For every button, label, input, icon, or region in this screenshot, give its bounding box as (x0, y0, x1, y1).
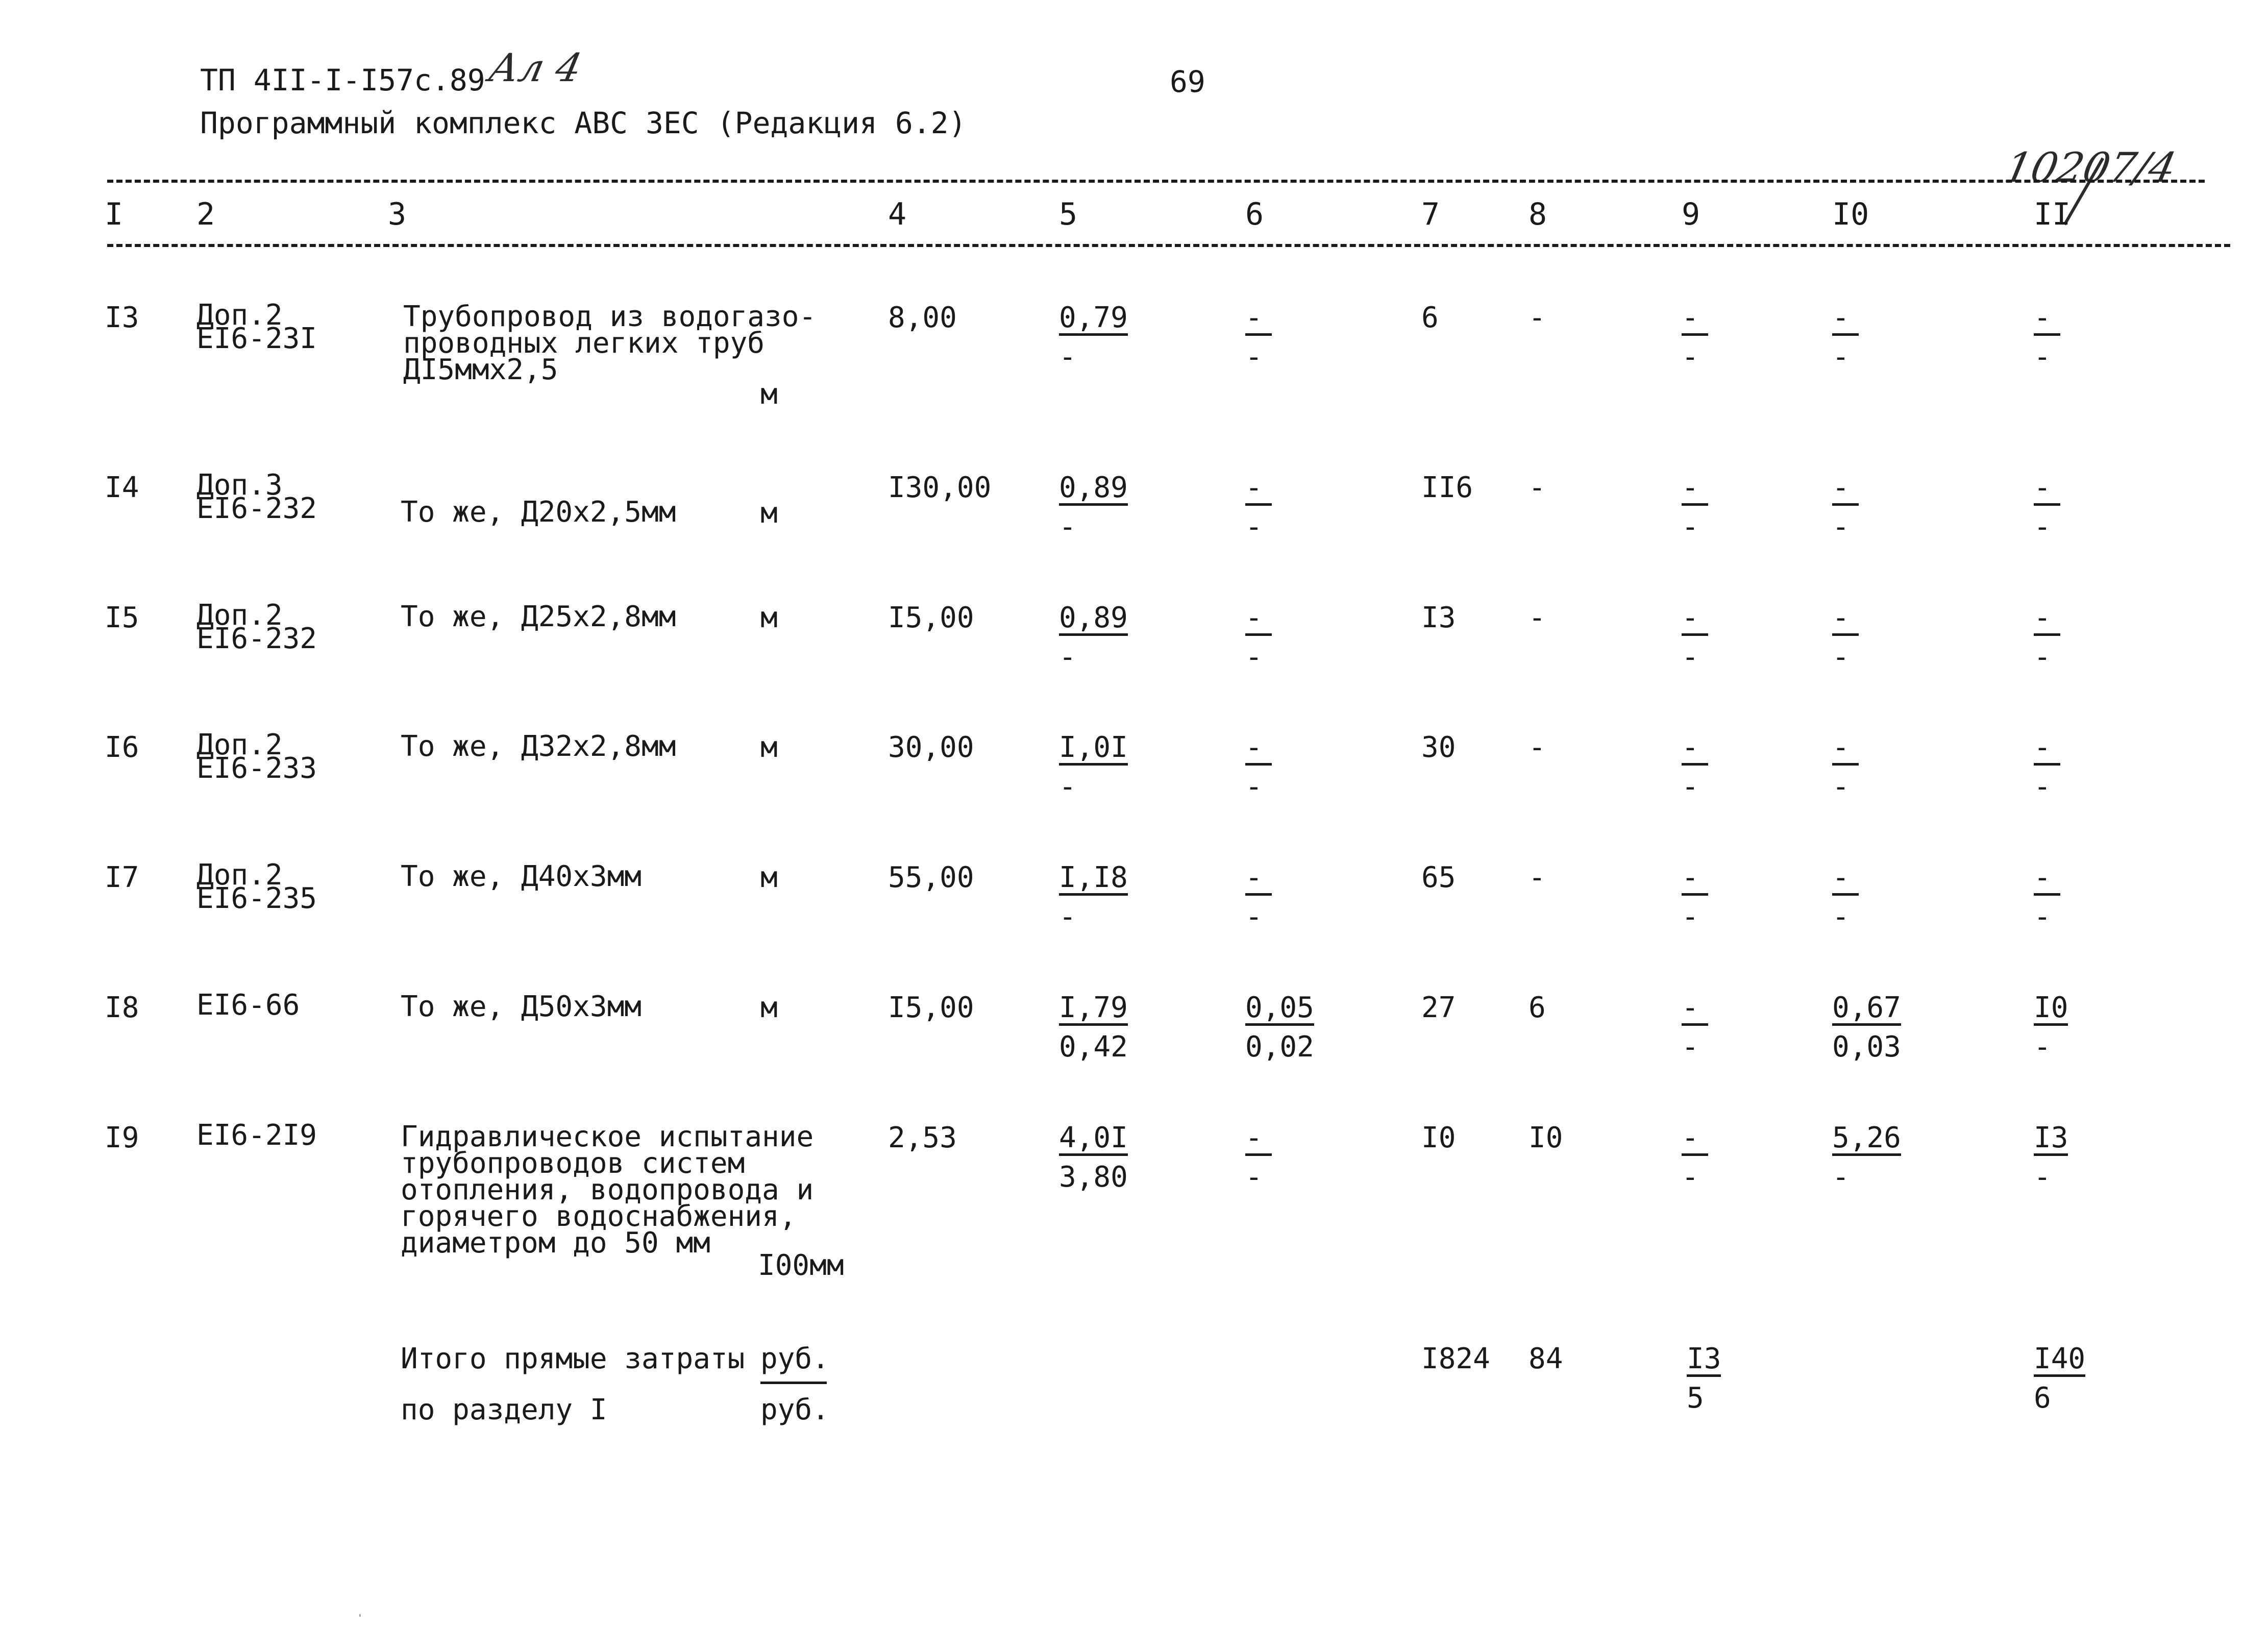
col11-value-bottom: - (2034, 1030, 2051, 1064)
col10-value-bottom: - (1832, 900, 1850, 933)
unit: м (760, 378, 778, 411)
machine-cost-top: 0,05 (1245, 994, 1314, 1026)
col9-value-top: - (1682, 994, 1708, 1026)
col9-value (1682, 1121, 1708, 1194)
col10-value (1832, 861, 1859, 933)
machine-cost-bottom: - (1245, 1161, 1263, 1194)
totals-col11 (2034, 1342, 2086, 1415)
col9-value-bottom: - (1682, 340, 1699, 374)
unit-cost (1059, 471, 1128, 544)
unit: м (760, 601, 778, 634)
col9-value-top: - (1682, 604, 1708, 636)
col10-value-bottom: - (1832, 640, 1850, 674)
quantity: I5,00 (888, 991, 974, 1024)
machine-cost-bottom: - (1245, 900, 1263, 933)
unit-cost (1059, 301, 1128, 374)
col11-value (2034, 861, 2060, 933)
rate-code: Доп.2 ЕI6-235 (196, 858, 317, 915)
unit: м (760, 731, 778, 764)
unit-cost (1059, 991, 1128, 1064)
col10-value-bottom: - (1832, 340, 1850, 374)
totals-label-line2: по разделу I (401, 1393, 607, 1426)
col11-value-top: - (2034, 864, 2060, 896)
col9-value-top: - (1682, 864, 1708, 896)
col11-value-top: - (2034, 474, 2060, 506)
rate-code: ЕI6-2I9 (196, 1119, 317, 1152)
row-number: I6 (105, 731, 139, 764)
machine-cost (1245, 861, 1272, 933)
col11-value (2034, 471, 2060, 544)
totals-col9-bottom: 5 (1687, 1382, 1704, 1415)
column-number: 7 (1421, 196, 1440, 232)
rate-code: Доп.3 ЕI6-232 (196, 469, 317, 525)
unit-cost (1059, 601, 1128, 674)
col10-value-top: 0,67 (1832, 994, 1901, 1026)
handwritten-note: Ал 4 (485, 45, 586, 90)
col11-value-top: I3 (2034, 1124, 2068, 1156)
unit-cost-top: 4,0I (1059, 1124, 1128, 1156)
machine-cost-top: - (1245, 304, 1272, 336)
col11-value (2034, 301, 2060, 374)
totals-unit-bottom: руб. (760, 1393, 829, 1426)
unit: м (760, 861, 778, 894)
unit-cost-top: I,79 (1059, 994, 1128, 1026)
totals-col9-top: I3 (1687, 1345, 1721, 1377)
row-number: I7 (105, 861, 139, 894)
work-description: Трубопровод из водогазо- проводных легких труб ДI5ммх2,5 (403, 300, 817, 386)
program-title: Программный комплекс АВС ЗЕС (Редакция 6.2) (200, 106, 967, 140)
unit-cost-top: 0,89 (1059, 604, 1128, 636)
col10-value (1832, 471, 1859, 544)
column-number: 6 (1245, 196, 1264, 232)
machine-cost (1245, 601, 1272, 674)
col11-value-bottom: - (2034, 340, 2051, 374)
rate-code: Доп.2 ЕI6-233 (196, 728, 317, 785)
rate-code: Доп.2 ЕI6-232 (196, 599, 317, 655)
col9-value-bottom: - (1682, 1030, 1699, 1064)
col11-value (2034, 1121, 2068, 1194)
column-number: 3 (388, 196, 407, 232)
column-number: 5 (1059, 196, 1078, 232)
quantity: 8,00 (888, 301, 957, 334)
machine-cost-bottom: - (1245, 770, 1263, 803)
col11-value-bottom: - (2034, 900, 2051, 933)
totals-unit-rule (760, 1382, 827, 1384)
machine-cost-bottom: - (1245, 340, 1263, 374)
col9-value (1682, 301, 1708, 374)
totals-unit-top: руб. (760, 1342, 829, 1375)
wage-cost: 6 (1529, 991, 1546, 1024)
machine-cost (1245, 733, 1272, 801)
column-number: II (2034, 196, 2071, 232)
work-description: То же, Д20х2,5мм (401, 496, 676, 529)
col10-value-top: - (1832, 864, 1859, 896)
col10-value-top: - (1832, 604, 1859, 636)
unit-cost (1059, 861, 1128, 933)
unit-cost-bottom: - (1059, 770, 1076, 803)
col11-value-top: I0 (2034, 994, 2068, 1026)
machine-cost (1245, 471, 1272, 544)
col10-value (1832, 1121, 1901, 1194)
total-cost: 30 (1421, 731, 1456, 764)
machine-cost-top: - (1245, 604, 1272, 636)
unit-cost-bottom: - (1059, 510, 1076, 544)
rate-code: ЕI6-66 (196, 989, 300, 1022)
col10-value-bottom: - (1832, 510, 1850, 544)
quantity: 30,00 (888, 731, 974, 764)
machine-cost-top: - (1245, 733, 1272, 766)
col11-value-bottom: - (2034, 510, 2051, 544)
col11-value-bottom: - (2034, 1161, 2051, 1194)
row-number: I3 (105, 301, 139, 334)
total-cost: 6 (1421, 301, 1439, 334)
col9-value-bottom: - (1682, 1161, 1699, 1194)
col9-value (1682, 601, 1708, 674)
col9-value (1682, 991, 1708, 1064)
quantity: 2,53 (888, 1121, 957, 1154)
unit-cost-bottom: - (1059, 900, 1076, 933)
col11-value-bottom: - (2034, 770, 2051, 803)
col10-value-bottom: - (1832, 1161, 1850, 1194)
col10-value-bottom: 0,03 (1832, 1030, 1901, 1064)
machine-cost-bottom: - (1245, 510, 1263, 544)
doc-code: ТП 4II-I-I57с.89 (200, 63, 485, 97)
column-number: 4 (888, 196, 907, 232)
wage-cost: - (1529, 301, 1546, 334)
col10-value (1832, 301, 1859, 374)
quantity: I30,00 (888, 471, 992, 504)
unit-cost-bottom: - (1059, 640, 1076, 674)
work-description: Гидравлическое испытание трубопроводов систем отопления, водопровода и горячего водоснабжения, диаметром до 50 мм (401, 1120, 814, 1260)
total-cost: I3 (1421, 601, 1456, 634)
row-number: I4 (105, 471, 139, 504)
col10-value-top: - (1832, 733, 1859, 766)
total-cost: II6 (1421, 471, 1473, 504)
col10-value-top: - (1832, 304, 1859, 336)
totals-col9 (1687, 1342, 1721, 1415)
machine-cost (1245, 301, 1272, 374)
unit-cost-bottom: 0,42 (1059, 1030, 1128, 1064)
col11-value-bottom: - (2034, 640, 2051, 674)
col9-value-bottom: - (1682, 640, 1699, 674)
col9-value (1682, 733, 1708, 801)
totals-col8: 84 (1529, 1342, 1563, 1375)
col9-value (1682, 861, 1708, 933)
col10-value (1832, 733, 1859, 801)
machine-cost-bottom: 0,02 (1245, 1030, 1314, 1064)
column-number: I0 (1832, 196, 1869, 232)
header-dash-line-bottom (107, 244, 2230, 247)
col11-value (2034, 601, 2060, 674)
header-dash-line-top (107, 180, 2205, 183)
col10-value (1832, 601, 1859, 674)
col11-value-top: - (2034, 604, 2060, 636)
work-description: То же, Д50х3мм (401, 990, 642, 1023)
unit-cost-bottom: 3,80 (1059, 1161, 1128, 1194)
page-number: 69 (1170, 64, 1205, 99)
col11-value (2034, 991, 2068, 1064)
col11-value-top: - (2034, 733, 2060, 766)
unit-cost-top: I,I8 (1059, 864, 1128, 896)
wage-cost: - (1529, 601, 1546, 634)
unit-cost-top: 0,79 (1059, 304, 1128, 336)
column-number: 8 (1529, 196, 1547, 232)
wage-cost: - (1529, 471, 1546, 504)
machine-cost (1245, 1121, 1272, 1194)
machine-cost (1245, 991, 1314, 1064)
quantity: I5,00 (888, 601, 974, 634)
work-description: То же, Д32х2,8мм (401, 730, 676, 763)
col10-value-top: - (1832, 474, 1859, 506)
col9-value-bottom: - (1682, 770, 1699, 803)
rate-code: Доп.2 ЕI6-23I (196, 299, 317, 355)
unit-cost-top: I,0I (1059, 733, 1128, 766)
wage-cost: - (1529, 861, 1546, 894)
totals-col7: I824 (1421, 1342, 1490, 1375)
column-number: 9 (1682, 196, 1700, 232)
total-cost: 27 (1421, 991, 1456, 1024)
work-description: То же, Д25х2,8мм (401, 600, 676, 633)
col9-value (1682, 471, 1708, 544)
column-number: I (105, 196, 124, 232)
row-number: I5 (105, 601, 139, 634)
scan-mark: ' (357, 1613, 363, 1623)
col9-value-bottom: - (1682, 900, 1699, 933)
totals-col11-top: I40 (2034, 1345, 2085, 1377)
quantity: 55,00 (888, 861, 974, 894)
total-cost: I0 (1421, 1121, 1456, 1154)
col10-value-top: 5,26 (1832, 1124, 1901, 1156)
col9-value-top: - (1682, 1124, 1708, 1156)
machine-cost-bottom: - (1245, 640, 1263, 674)
totals-label-line1: Итого прямые затраты (401, 1342, 745, 1375)
col9-value-top: - (1682, 304, 1708, 336)
col9-value-top: - (1682, 474, 1708, 506)
col11-value (2034, 733, 2060, 801)
total-cost: 65 (1421, 861, 1456, 894)
unit-cost-top: 0,89 (1059, 474, 1128, 506)
col9-value-top: - (1682, 733, 1708, 766)
unit: м (760, 497, 778, 530)
unit: м (760, 991, 778, 1024)
work-description: То же, Д40х3мм (401, 860, 642, 893)
unit-cost (1059, 733, 1128, 801)
machine-cost-top: - (1245, 1124, 1272, 1156)
row-number: I8 (105, 991, 139, 1024)
wage-cost: - (1529, 731, 1546, 764)
unit-cost (1059, 1121, 1128, 1194)
unit: I00мм (758, 1249, 844, 1282)
unit-cost-bottom: - (1059, 340, 1076, 374)
wage-cost: I0 (1529, 1121, 1563, 1154)
col11-value-top: - (2034, 304, 2060, 336)
machine-cost-top: - (1245, 474, 1272, 506)
col9-value-bottom: - (1682, 510, 1699, 544)
col10-value (1832, 991, 1901, 1064)
totals-col11-bottom: 6 (2034, 1382, 2051, 1415)
row-number: I9 (105, 1121, 139, 1154)
handwritten-number: 10207/4 (2001, 144, 2181, 191)
col10-value-bottom: - (1832, 770, 1850, 803)
machine-cost-top: - (1245, 864, 1272, 896)
column-number: 2 (196, 196, 215, 232)
